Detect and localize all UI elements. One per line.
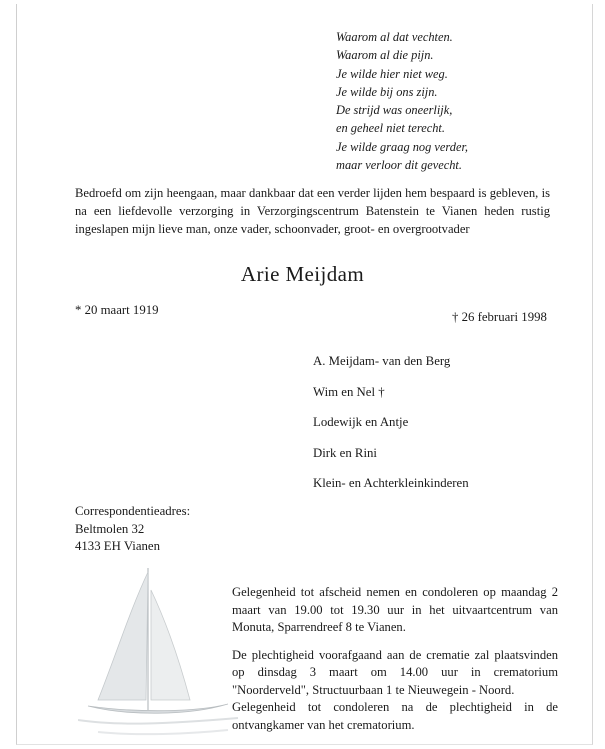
poem (336, 28, 576, 174)
poem-line: De strijd was oneerlijk, (336, 103, 453, 118)
ceremony-info (232, 584, 558, 744)
poem-line: Je wilde graag nog verder, (336, 139, 469, 154)
birth-date: * 20 maart 1919 (75, 303, 159, 317)
poem-line: Waarom al die pijn. (336, 48, 434, 63)
poem-line: Waarom al dat vechten. (336, 30, 453, 44)
poem-line: Je wilde bij ons zijn. (336, 84, 438, 99)
info-paragraph: De plechtigheid voorafgaand aan de crematie zal plaatsvinden op dinsdag 3 maart om 14.00 uur in crematorium "Noorderveld", Structuurbaan 1 te Nieuwegein - Noord. (232, 647, 558, 697)
family-member: Lodewijk en Antje (313, 415, 409, 430)
info-paragraph: Gelegenheid tot condoleren na de plechtigheid in de ontvangkamer van het crematorium. (232, 700, 558, 732)
family-member: Wim en Nel † (313, 384, 385, 399)
announcement-text: Bedroefd om zijn heengaan, maar dankbaar dat een verder lijden hem bespaard is gebleven, is na een liefdevolle verzorging in Verzorgingscentrum Batenstein te Vianen heden rustig ingeslapen mijn lieve man, onze vader, schoonvader, groot- en overgrootvader (75, 186, 550, 236)
deceased-name: Arie Meijdam (240, 262, 365, 286)
poem-line: Je wilde hier niet weg. (336, 66, 448, 81)
family-member: Dirk en Rini (313, 445, 377, 460)
correspondence-heading: Correspondentieadres: (75, 504, 191, 518)
info-paragraph: Gelegenheid tot afscheid nemen en condoleren op maandag 2 maart van 19.00 tot 19.30 uur in het uitvaartcentrum van Monuta, Sparrendreef 8 te Vianen. (232, 585, 558, 634)
family-member: A. Meijdam- van den Berg (313, 354, 451, 368)
death-date: † 26 februari 1998 (452, 310, 547, 324)
family-list (313, 352, 469, 505)
poem-line: maar verloor dit gevecht. (336, 158, 462, 173)
address-street: Beltmolen 32 (75, 521, 145, 536)
sailboat-illustration (78, 560, 243, 745)
correspondence-address (75, 503, 190, 556)
address-city: 4133 EH Vianen (75, 539, 161, 553)
family-member: Klein- en Achterkleinkinderen (313, 476, 469, 491)
poem-line: en geheel niet terecht. (336, 121, 445, 136)
